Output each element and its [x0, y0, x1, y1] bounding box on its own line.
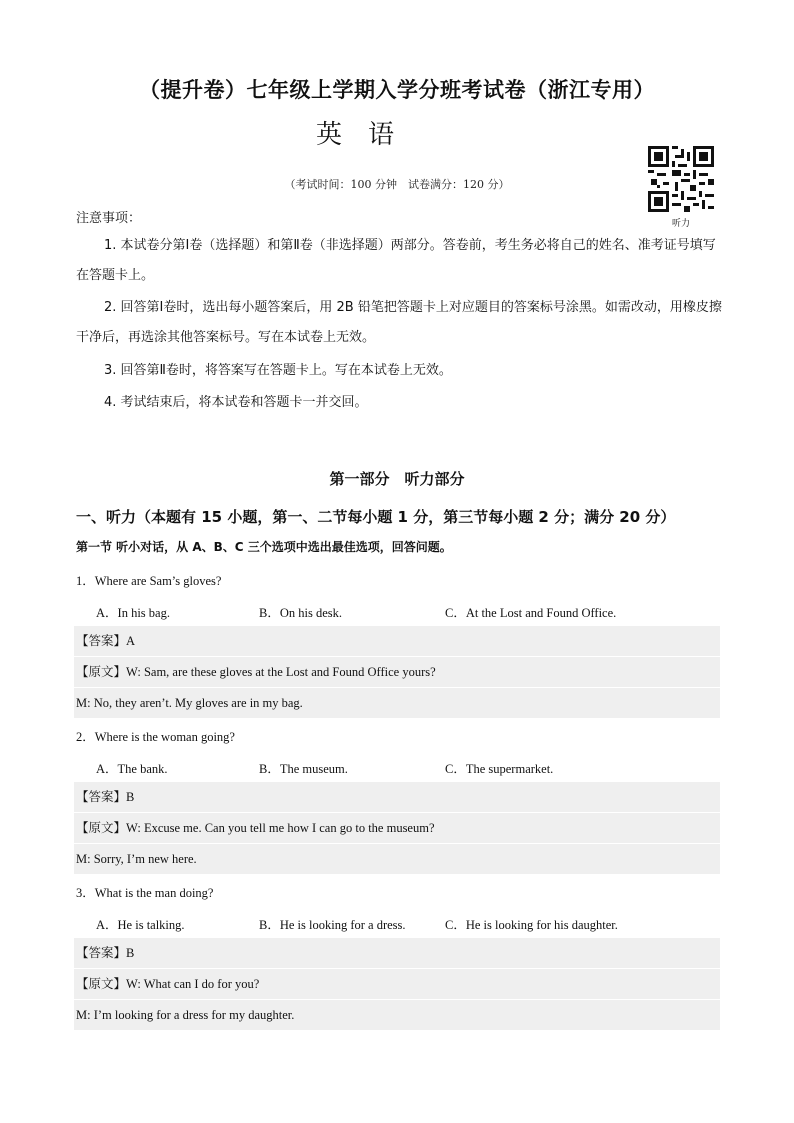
notice-item-2: 2. 回答第Ⅰ卷时，选出每小题答案后，用 2B 铅笔把答题卡上对应题目的答案标号涂黑。如需改动，用橡皮擦干净后，再选涂其他答案标号。写在本试卷上无效。 — [76, 300, 722, 345]
q3-option-b: B．He is looking for a dress. — [259, 918, 406, 932]
q3-option-c: C．He is looking for his daughter. — [445, 918, 618, 932]
q2-transcript-2: M: Sorry, I’m new here. — [76, 852, 197, 866]
exam-title: （提升卷）七年级上学期入学分班考试卷（浙江专用） — [139, 78, 655, 102]
q3-transcript-2: M: I’m looking for a dress for my daughter. — [76, 1008, 295, 1022]
section-title: 一、听力（本题有 15 小题，第一、二节每小题 1 分，第三节每小题 2 分；满分 20 分） — [76, 508, 676, 526]
q2-transcript-1 — [76, 813, 435, 843]
q1-transcript-2: M: No, they aren’t. My gloves are in my bag. — [76, 696, 303, 710]
transcript-line: W: Sam, are these gloves at the Lost and Found Office yours? — [126, 665, 436, 679]
answer-value: A — [126, 634, 136, 648]
q2-option-a: A．The bank. — [96, 762, 168, 776]
notice-heading: 注意事项： — [76, 211, 142, 226]
q1-answer — [76, 626, 135, 656]
q2-option-c: C．The supermarket. — [445, 762, 554, 776]
part-title: 第一部分 听力部分 — [329, 470, 465, 488]
q3-answer — [76, 938, 134, 968]
q3-answer-bg — [74, 938, 720, 968]
text-tag: 【原文】 — [76, 976, 127, 991]
answer-tag: 【答案】 — [76, 789, 127, 804]
q1-answer-bg — [74, 626, 720, 656]
answer-value: B — [126, 946, 135, 960]
text-tag: 【原文】 — [76, 820, 127, 835]
answer-tag: 【答案】 — [76, 633, 127, 648]
qr-label: 听力 — [671, 219, 690, 229]
subject-title: 英语 — [316, 120, 421, 150]
notice-item-1: 1. 本试卷分第Ⅰ卷（选择题）和第Ⅱ卷（非选择题）两部分。答卷前，考生务必将自己的姓名、准考证号填写在答题卡上。 — [76, 238, 716, 283]
q1-option-a: A．In his bag. — [96, 606, 170, 620]
q2-answer — [76, 782, 134, 812]
answer-value: B — [126, 790, 135, 804]
exam-time-info: （考试时间：100 分钟 试卷满分：120 分） — [284, 178, 510, 191]
question-3: 3．What is the man doing? — [76, 886, 214, 900]
notice-item-3: 3. 回答第Ⅱ卷时，将答案写在答题卡上。写在本试卷上无效。 — [104, 363, 452, 378]
q3-transcript-1 — [76, 969, 259, 999]
notice-item-4: 4. 考试结束后，将本试卷和答题卡一并交回。 — [104, 395, 368, 410]
q1-transcript-1 — [76, 657, 436, 687]
q2-answer-bg — [74, 782, 720, 812]
text-tag: 【原文】 — [76, 664, 127, 679]
answer-tag: 【答案】 — [76, 945, 127, 960]
q3-option-a: A．He is talking. — [96, 918, 185, 932]
transcript-line: W: Excuse me. Can you tell me how I can go to the museum? — [126, 821, 435, 835]
question-1: 1．Where are Sam’s gloves? — [76, 574, 222, 588]
qr-code-icon — [648, 146, 714, 212]
q1-option-b: B．On his desk. — [259, 606, 342, 620]
question-2: 2．Where is the woman going? — [76, 730, 235, 744]
q1-option-c: C．At the Lost and Found Office. — [445, 606, 617, 620]
subsection-title: 第一节 听小对话，从 A、B、C 三个选项中选出最佳选项，回答问题。 — [76, 540, 452, 554]
q2-option-b: B．The museum. — [259, 762, 348, 776]
transcript-line: W: What can I do for you? — [126, 977, 260, 991]
